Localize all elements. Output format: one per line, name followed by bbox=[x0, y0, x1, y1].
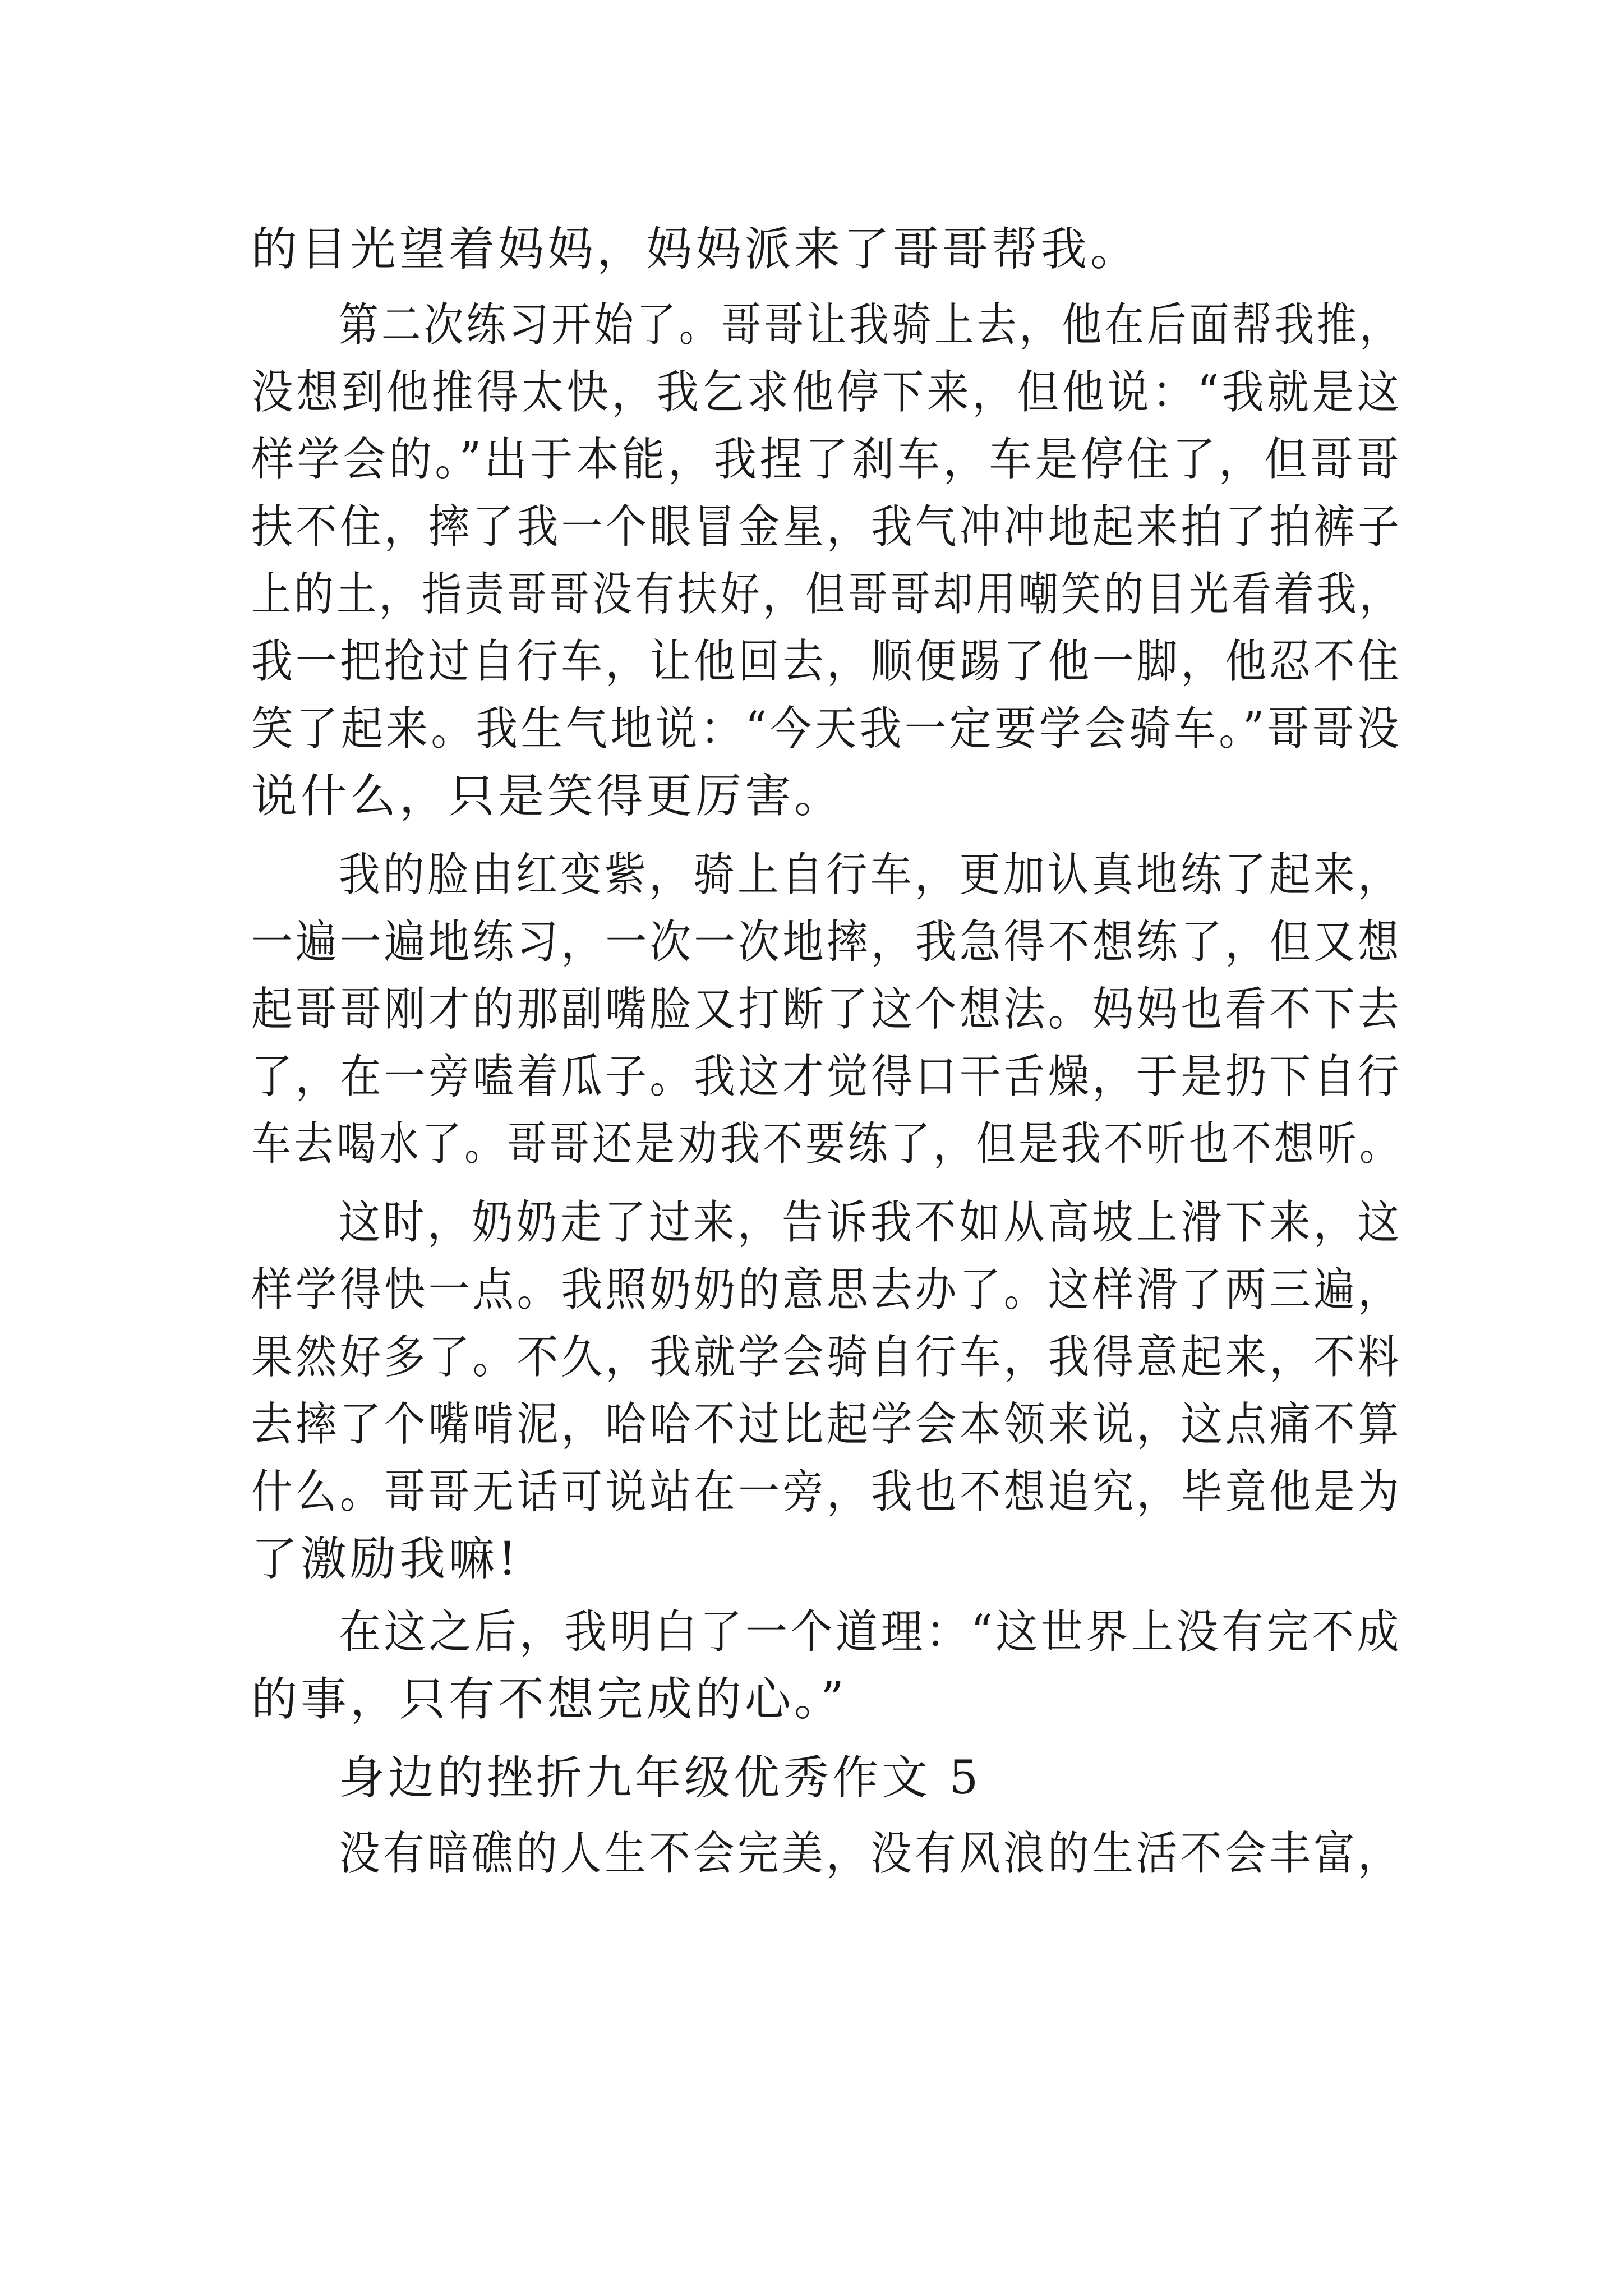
text-line: 说什么，只是笑得更厉害。 bbox=[251, 770, 844, 823]
text-line: 什么。哥哥无话可说站在一旁，我也不想追究，毕竟他是为 bbox=[251, 1465, 1403, 1519]
text-line: 我一把抢过自行车，让他回去，顺便踢了他一脚，他忍不住 bbox=[251, 635, 1403, 688]
text-line: 的目光望着妈妈，妈妈派来了哥哥帮我。 bbox=[251, 223, 1140, 276]
text-line: 起哥哥刚才的那副嘴脸又打断了这个想法。妈妈也看不下去 bbox=[251, 983, 1403, 1036]
text-line: 第二次练习开始了。哥哥让我骑上去，他在后面帮我推， bbox=[339, 298, 1402, 352]
text-line: 了，在一旁嗑着瓜子。我这才觉得口干舌燥，于是扔下自行 bbox=[251, 1050, 1403, 1103]
text-line: 样学得快一点。我照奶奶的意思去办了。这样滑了两三遍， bbox=[251, 1263, 1403, 1317]
text-line: 我的脸由红变紫，骑上自行车，更加认真地练了起来， bbox=[339, 848, 1402, 901]
text-line: 的事，只有不想完成的心。” bbox=[251, 1673, 847, 1726]
text-line: 笑了起来。我生气地说：“今天我一定要学会骑车。”哥哥没 bbox=[251, 702, 1402, 756]
text-line: 扶不住，摔了我一个眼冒金星，我气冲冲地起来拍了拍裤子 bbox=[251, 500, 1403, 554]
text-line: 样学会的。”出于本能，我捏了刹车，车是停住了，但哥哥 bbox=[251, 433, 1402, 486]
section-heading: 身边的挫折九年级优秀作文 5 bbox=[339, 1751, 982, 1805]
text-line: 这时，奶奶走了过来，告诉我不如从高坡上滑下来，这 bbox=[339, 1196, 1402, 1249]
text-line: 上的土，指责哥哥没有扶好，但哥哥却用嘲笑的目光看着我， bbox=[251, 568, 1402, 621]
text-line: 去摔了个嘴啃泥，哈哈不过比起学会本领来说，这点痛不算 bbox=[251, 1398, 1403, 1451]
text-line: 在这之后，我明白了一个道理：“这世界上没有完不成 bbox=[339, 1605, 1403, 1659]
text-line: 了激励我嘛! bbox=[251, 1533, 520, 1586]
text-line: 车去喝水了。哥哥还是劝我不要练了，但是我不听也不想听。 bbox=[251, 1117, 1402, 1171]
text-line: 没想到他推得太快，我乞求他停下来，但他说：“我就是这 bbox=[251, 366, 1402, 419]
text-line: 没有暗礁的人生不会完美，没有风浪的生活不会丰富， bbox=[339, 1827, 1402, 1880]
text-line: 果然好多了。不久，我就学会骑自行车，我得意起来，不料 bbox=[251, 1331, 1403, 1384]
text-line: 一遍一遍地练习，一次一次地摔，我急得不想练了，但又想 bbox=[251, 915, 1403, 969]
